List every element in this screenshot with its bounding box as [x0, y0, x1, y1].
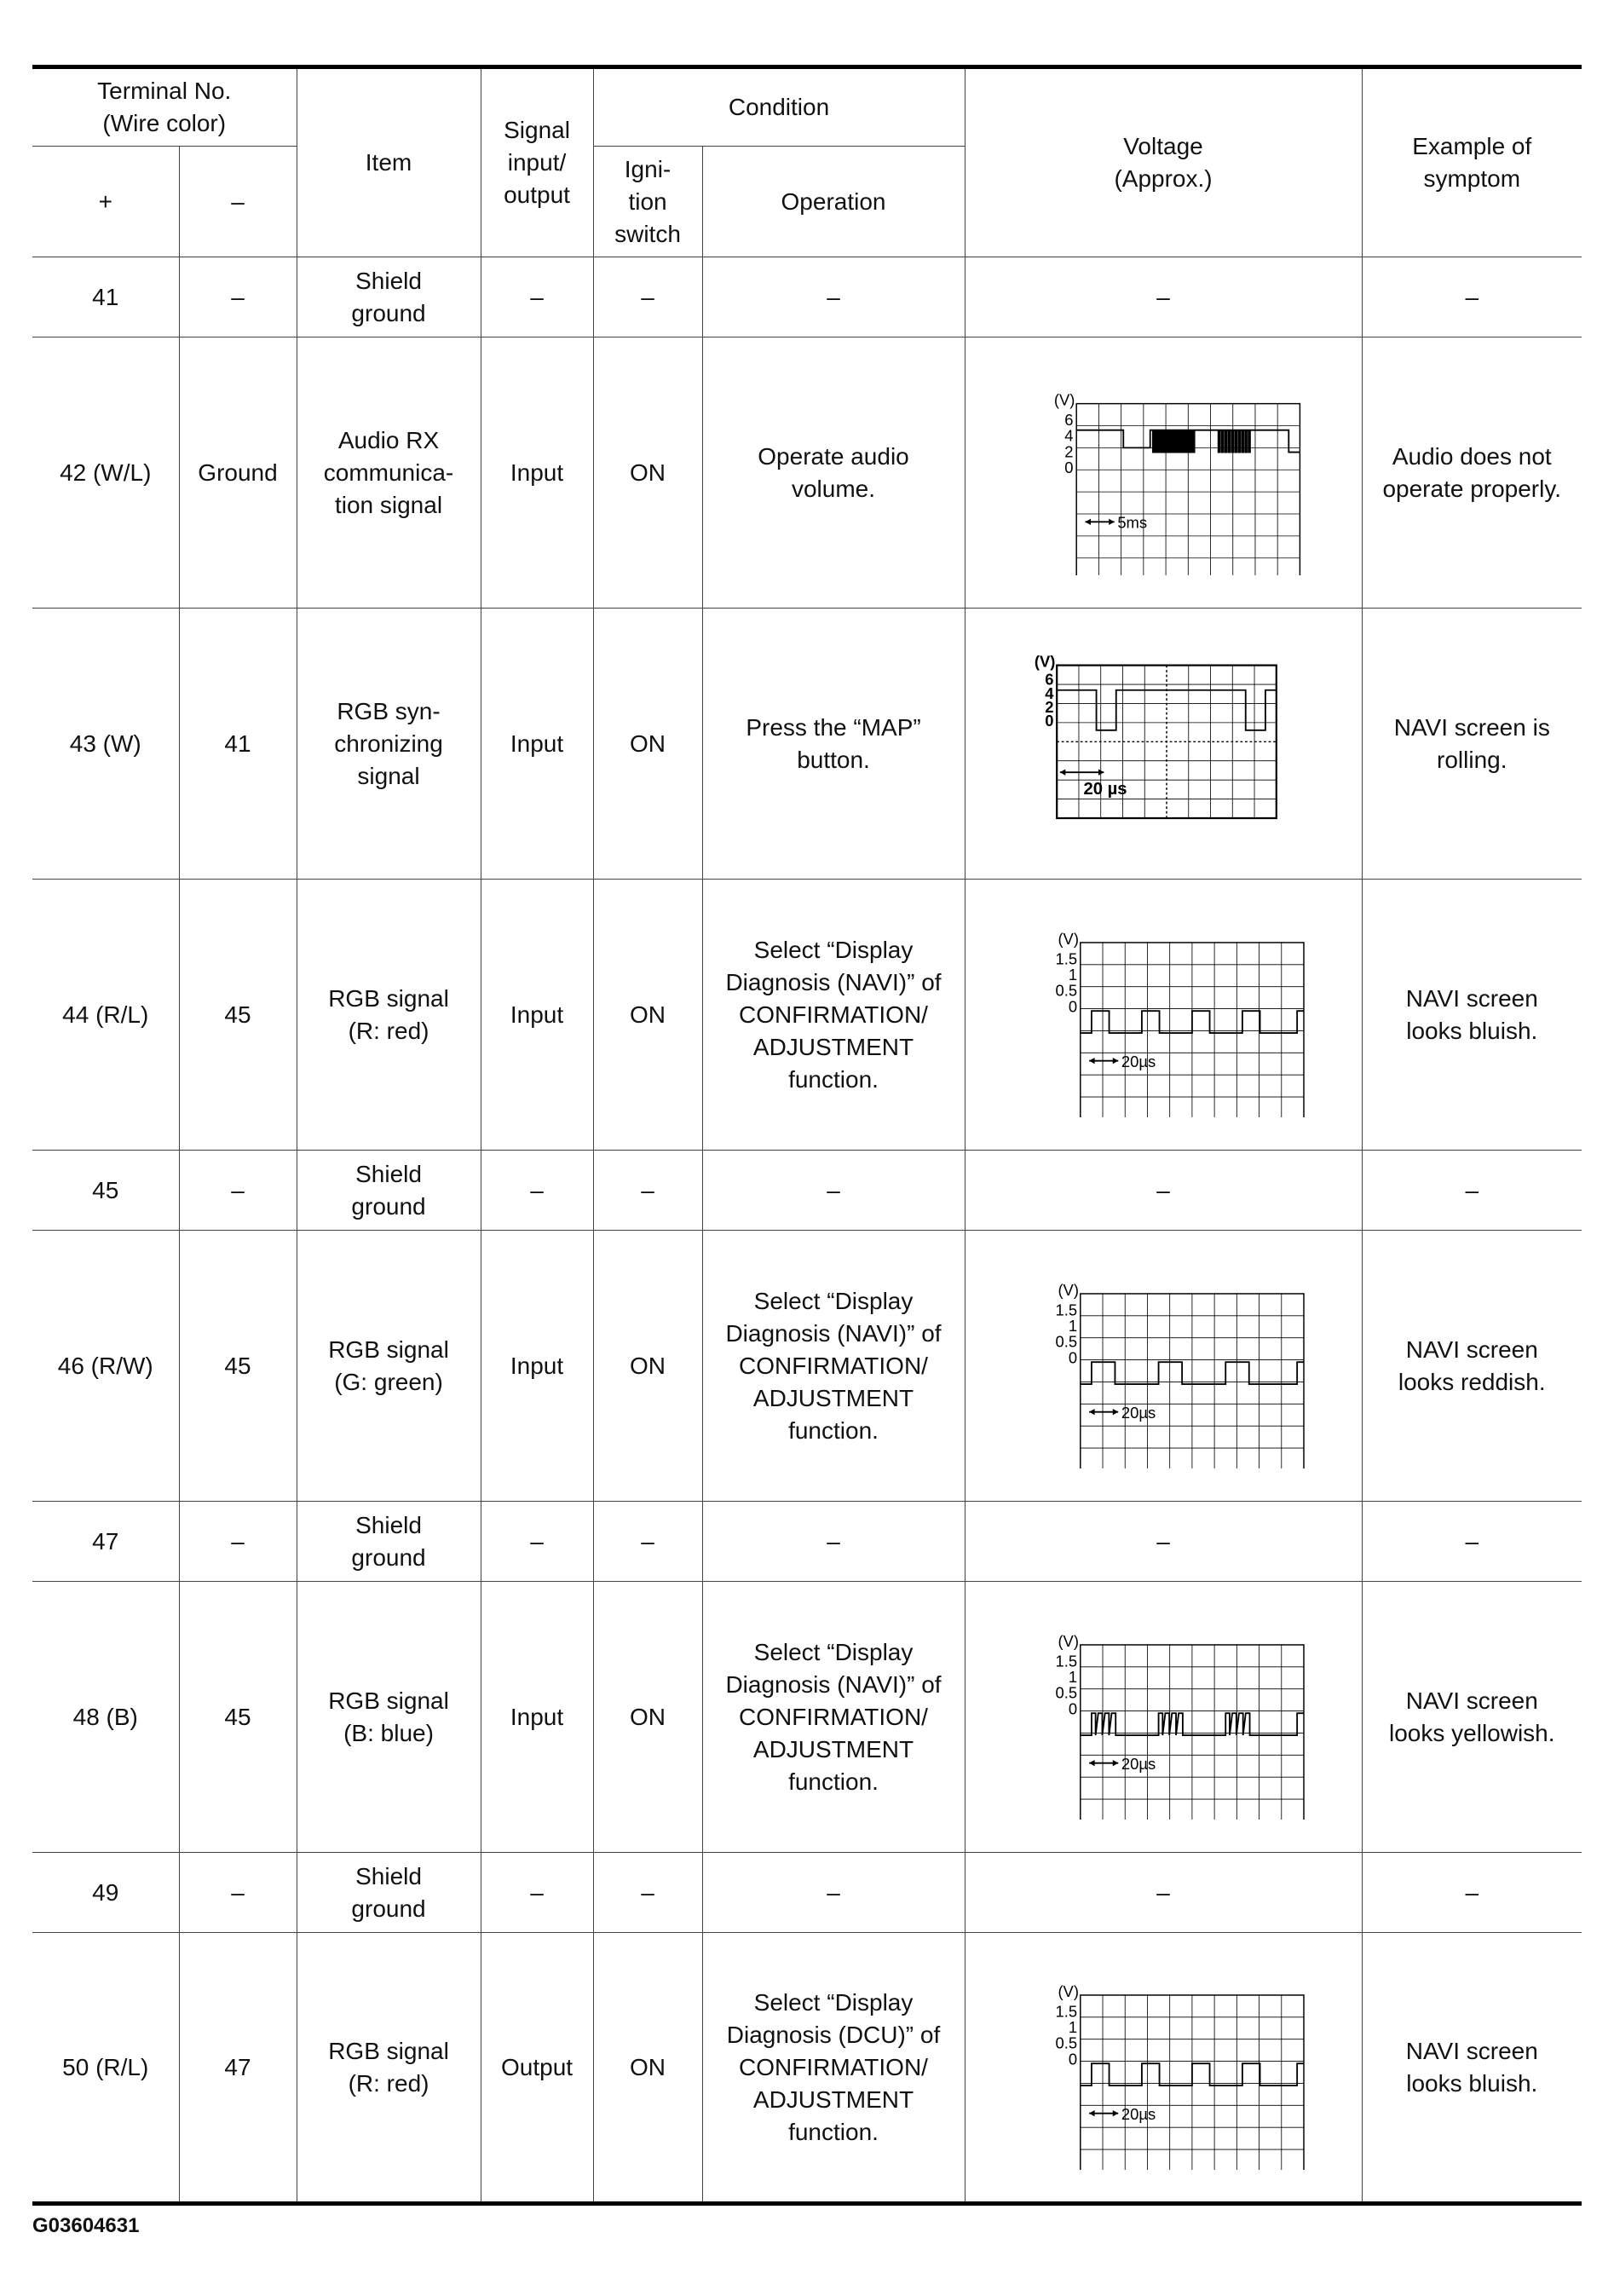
cell-terminal-minus-text: – — [231, 1878, 245, 1906]
scope-trace — [1076, 430, 1300, 452]
cell-ignition-switch-text: ON — [630, 1001, 666, 1028]
scope-time-scale: 20µs — [1121, 1052, 1156, 1070]
cell-symptom — [1362, 1231, 1582, 1502]
cell-operation-text: Select “Display Diagnosis (NAVI)” of CONFIRMATION/ ADJUSTMENT function. — [725, 1287, 942, 1444]
cell-ignition-switch-text: – — [641, 1527, 654, 1555]
cell-ignition-switch — [593, 257, 702, 337]
cell-terminal-plus — [32, 880, 179, 1151]
table-row — [32, 257, 1582, 337]
cell-terminal-minus — [179, 1151, 297, 1231]
cell-ignition-switch — [593, 1582, 702, 1853]
cell-symptom-text: NAVI screen looks yellowish. — [1389, 1687, 1555, 1746]
scope-y-tick: 0.5 — [1055, 2034, 1078, 2052]
cell-symptom — [1362, 1933, 1582, 2204]
cell-signal-io-text: Input — [510, 459, 564, 486]
cell-terminal-minus-text: 45 — [224, 1703, 251, 1730]
cell-terminal-plus — [32, 257, 179, 337]
scope-y-tick: 6 — [1045, 670, 1054, 689]
cell-symptom — [1362, 1582, 1582, 1853]
cell-symptom-text: Audio does not operate properly. — [1382, 442, 1562, 502]
scope-scale-arrow — [1113, 1057, 1118, 1063]
cell-voltage — [965, 1853, 1362, 1933]
cell-ignition-switch-text: – — [641, 283, 654, 310]
cell-symptom-text: – — [1465, 1878, 1479, 1906]
cell-signal-io-text: Input — [510, 730, 564, 757]
oscilloscope-waveform — [1010, 913, 1317, 1117]
cell-ignition-switch — [593, 609, 702, 880]
header-operation: Operation — [702, 147, 965, 257]
cell-signal-io — [481, 609, 593, 880]
cell-signal-io-text: Input — [510, 1703, 564, 1730]
cell-signal-io — [481, 337, 593, 609]
scope-y-tick: 0 — [1068, 996, 1078, 1015]
cell-ignition-switch — [593, 337, 702, 609]
cell-symptom-text: NAVI screen looks reddish. — [1398, 1335, 1546, 1395]
cell-item-text: RGB syn- chronizing signal — [334, 697, 443, 789]
table-row — [32, 1853, 1582, 1933]
cell-ignition-switch-text: – — [641, 1176, 654, 1203]
cell-item — [297, 257, 481, 337]
cell-terminal-minus — [179, 1582, 297, 1853]
scope-time-scale: 20µs — [1121, 2104, 1156, 2123]
table-row — [32, 1502, 1582, 1582]
cell-symptom-text: NAVI screen looks bluish. — [1405, 984, 1538, 1044]
cell-item — [297, 1582, 481, 1853]
cell-ignition-switch-text: ON — [630, 459, 666, 486]
cell-terminal-plus-text: 41 — [92, 283, 119, 310]
table-row — [32, 1231, 1582, 1502]
scope-y-tick: 1 — [1068, 1667, 1078, 1686]
terminal-spec-table — [32, 65, 1582, 2206]
cell-item-text: RGB signal (B: blue) — [328, 1687, 449, 1746]
scope-y-tick: 1.5 — [1055, 949, 1078, 967]
header-voltage: Voltage (Approx.) — [965, 67, 1362, 257]
cell-voltage-text: – — [1156, 1176, 1170, 1203]
oscilloscope-waveform — [1010, 1965, 1317, 2170]
cell-terminal-plus-text: 42 (W/L) — [60, 459, 152, 486]
cell-signal-io-text: – — [530, 1527, 544, 1555]
scope-y-tick: 2 — [1064, 441, 1074, 460]
cell-item-text: RGB signal (R: red) — [328, 2037, 449, 2097]
cell-symptom — [1362, 880, 1582, 1151]
cell-operation — [702, 1502, 965, 1582]
scope-y-tick: 0 — [1064, 458, 1074, 476]
cell-operation — [702, 1582, 965, 1853]
cell-item-text: Shield ground — [351, 1862, 426, 1922]
header-minus: – — [179, 147, 297, 257]
scope-scale-arrow — [1086, 518, 1091, 524]
cell-item — [297, 1853, 481, 1933]
cell-terminal-minus — [179, 1933, 297, 2204]
header-signal: Signal input/ output — [481, 67, 593, 257]
cell-terminal-plus-text: 43 (W) — [69, 730, 141, 757]
cell-voltage — [965, 1933, 1362, 2204]
cell-ignition-switch-text: ON — [630, 1352, 666, 1379]
cell-item — [297, 880, 481, 1151]
scope-scale-arrow — [1109, 518, 1114, 524]
cell-item — [297, 1502, 481, 1582]
cell-terminal-minus — [179, 257, 297, 337]
scope-scale-arrow — [1089, 1057, 1094, 1063]
cell-operation-text: – — [827, 1527, 840, 1555]
cell-symptom — [1362, 609, 1582, 880]
cell-operation-text: Select “Display Diagnosis (DCU)” of CONFIRMATION/ ADJUSTMENT function. — [726, 1988, 941, 2145]
cell-terminal-minus-text: 45 — [224, 1352, 251, 1379]
cell-terminal-minus-text: – — [231, 1527, 245, 1555]
cell-terminal-minus — [179, 1231, 297, 1502]
cell-ignition-switch — [593, 1853, 702, 1933]
scope-time-scale: 5ms — [1117, 513, 1148, 532]
cell-item-text: RGB signal (R: red) — [328, 984, 449, 1044]
scope-trace — [1081, 1011, 1304, 1033]
cell-terminal-minus-text: Ground — [198, 459, 278, 486]
cell-operation-text: Operate audio volume. — [758, 442, 909, 502]
scope-scale-arrow — [1113, 1759, 1118, 1765]
scope-y-tick: 6 — [1064, 410, 1074, 429]
scope-scale-arrow — [1113, 1408, 1118, 1414]
oscilloscope-waveform — [1010, 1264, 1317, 1468]
scope-y-tick: 0 — [1068, 1347, 1078, 1366]
table-row — [32, 337, 1582, 609]
cell-symptom — [1362, 1502, 1582, 1582]
header-ignition: Igni- tion switch — [593, 147, 702, 257]
scope-trace — [1081, 2063, 1304, 2085]
cell-item-text: RGB signal (G: green) — [328, 1335, 449, 1395]
cell-ignition-switch — [593, 880, 702, 1151]
cell-signal-io-text: – — [530, 1878, 544, 1906]
cell-terminal-plus-text: 47 — [92, 1527, 119, 1555]
cell-terminal-minus-text: 47 — [224, 2053, 251, 2080]
cell-signal-io — [481, 1853, 593, 1933]
oscilloscope-waveform — [1010, 1615, 1317, 1820]
cell-signal-io — [481, 1151, 593, 1231]
cell-item — [297, 1231, 481, 1502]
scope-time-scale: 20µs — [1121, 1754, 1156, 1773]
cell-item — [297, 1933, 481, 2204]
cell-terminal-minus — [179, 337, 297, 609]
cell-signal-io — [481, 1231, 593, 1502]
cell-operation — [702, 1853, 965, 1933]
cell-operation-text: – — [827, 283, 840, 310]
cell-operation — [702, 257, 965, 337]
cell-item-text: Shield ground — [351, 1160, 426, 1220]
cell-voltage-text: – — [1156, 1527, 1170, 1555]
cell-ignition-switch — [593, 1933, 702, 2204]
cell-operation — [702, 337, 965, 609]
cell-operation — [702, 1933, 965, 2204]
cell-operation-text: – — [827, 1176, 840, 1203]
scope-time-scale: 20µs — [1121, 1403, 1156, 1422]
cell-signal-io-text: – — [530, 283, 544, 310]
scope-y-tick: 1 — [1068, 965, 1078, 984]
cell-operation — [702, 880, 965, 1151]
scope-y-tick: 2 — [1045, 697, 1054, 716]
cell-terminal-minus — [179, 1502, 297, 1582]
cell-operation-text: Select “Display Diagnosis (NAVI)” of CONFIRMATION/ ADJUSTMENT function. — [725, 936, 942, 1093]
cell-terminal-plus — [32, 1231, 179, 1502]
cell-ignition-switch — [593, 1151, 702, 1231]
scope-trace — [1057, 689, 1277, 730]
cell-symptom — [1362, 1151, 1582, 1231]
header-terminal: Terminal No. (Wire color) — [32, 67, 297, 147]
cell-voltage-text: – — [1156, 1878, 1170, 1906]
scope-y-unit: (V) — [1053, 389, 1075, 408]
scope-y-unit: (V) — [1058, 1280, 1079, 1299]
cell-signal-io — [481, 1933, 593, 2204]
cell-symptom-text: NAVI screen looks bluish. — [1405, 2037, 1538, 2097]
figure-code: G03604631 — [32, 2214, 140, 2237]
cell-terminal-plus — [32, 337, 179, 609]
scope-scale-arrow — [1060, 769, 1065, 775]
scope-y-tick: 0.5 — [1055, 981, 1078, 1000]
cell-symptom — [1362, 257, 1582, 337]
oscilloscope-waveform — [1010, 371, 1317, 575]
cell-signal-io — [481, 1582, 593, 1853]
scope-scale-arrow — [1113, 2109, 1118, 2115]
scope-y-tick: 0.5 — [1055, 1332, 1078, 1351]
table-row — [32, 1933, 1582, 2204]
cell-signal-io-text: Input — [510, 1352, 564, 1379]
scope-y-unit: (V) — [1058, 1982, 1079, 2000]
cell-signal-io — [481, 257, 593, 337]
scope-y-tick: 1.5 — [1055, 1651, 1078, 1670]
cell-symptom-text: – — [1465, 1176, 1479, 1203]
cell-operation — [702, 1231, 965, 1502]
scope-scale-arrow — [1098, 769, 1104, 775]
cell-voltage — [965, 1582, 1362, 1853]
scope-y-tick: 0.5 — [1055, 1683, 1078, 1702]
cell-operation-text: Press the “MAP” button. — [746, 713, 921, 773]
cell-terminal-plus-text: 45 — [92, 1176, 119, 1203]
cell-terminal-plus-text: 48 (B) — [72, 1703, 138, 1730]
table-row — [32, 1582, 1582, 1853]
cell-signal-io — [481, 880, 593, 1151]
table-row — [32, 880, 1582, 1151]
cell-terminal-minus-text: – — [231, 1176, 245, 1203]
cell-terminal-minus-text: 41 — [224, 730, 251, 757]
cell-symptom-text: NAVI screen is rolling. — [1393, 713, 1550, 773]
cell-signal-io — [481, 1502, 593, 1582]
scope-y-tick: 4 — [1064, 426, 1074, 445]
cell-voltage — [965, 1151, 1362, 1231]
cell-signal-io-text: Output — [500, 2053, 574, 2080]
scope-y-tick: 1 — [1068, 2017, 1078, 2036]
cell-signal-io-text: – — [530, 1176, 544, 1203]
cell-terminal-plus-text: 50 (R/L) — [62, 2053, 149, 2080]
scope-y-tick: 1.5 — [1055, 1300, 1078, 1318]
cell-terminal-plus — [32, 1582, 179, 1853]
cell-ignition-switch-text: ON — [630, 2053, 666, 2080]
header-item: Item — [297, 67, 481, 257]
scope-scale-arrow — [1089, 2109, 1094, 2115]
cell-terminal-minus-text: – — [231, 283, 245, 310]
scope-y-unit: (V) — [1058, 1631, 1079, 1650]
scope-y-tick: 0 — [1068, 2049, 1078, 2068]
cell-voltage — [965, 337, 1362, 609]
cell-voltage — [965, 257, 1362, 337]
cell-ignition-switch-text: ON — [630, 1703, 666, 1730]
cell-operation — [702, 1151, 965, 1231]
cell-voltage — [965, 880, 1362, 1151]
table-row — [32, 1151, 1582, 1231]
header-condition: Condition — [593, 67, 965, 147]
cell-symptom-text: – — [1465, 1527, 1479, 1555]
cell-terminal-plus — [32, 1933, 179, 2204]
cell-terminal-plus-text: 46 (R/W) — [57, 1352, 153, 1379]
cell-terminal-plus — [32, 1853, 179, 1933]
scope-scale-arrow — [1089, 1408, 1094, 1414]
scope-y-tick: 4 — [1045, 684, 1054, 702]
cell-terminal-plus — [32, 1502, 179, 1582]
cell-terminal-plus — [32, 1151, 179, 1231]
scope-y-tick: 0 — [1068, 1699, 1078, 1717]
cell-terminal-minus-text: 45 — [224, 1001, 251, 1028]
scope-y-unit: (V) — [1034, 651, 1056, 670]
cell-symptom — [1362, 1853, 1582, 1933]
cell-item-text: Shield ground — [351, 267, 426, 326]
scope-scale-arrow — [1089, 1759, 1094, 1765]
table-body — [32, 257, 1582, 2204]
cell-voltage — [965, 609, 1362, 880]
scope-y-tick: 1 — [1068, 1316, 1078, 1335]
header-symptom: Example of symptom — [1362, 67, 1582, 257]
cell-terminal-minus — [179, 609, 297, 880]
oscilloscope-waveform — [1010, 642, 1317, 846]
cell-terminal-plus-text: 49 — [92, 1878, 119, 1906]
cell-voltage-text: – — [1156, 283, 1170, 310]
cell-symptom — [1362, 337, 1582, 609]
cell-terminal-minus — [179, 880, 297, 1151]
cell-item-text: Shield ground — [351, 1511, 426, 1571]
header-plus: + — [32, 147, 179, 257]
cell-item-text: Audio RX communica- tion signal — [323, 426, 454, 518]
scope-y-tick: 1.5 — [1055, 2001, 1078, 2020]
cell-item — [297, 1151, 481, 1231]
cell-terminal-plus-text: 44 (R/L) — [62, 1001, 149, 1028]
cell-item — [297, 609, 481, 880]
cell-voltage — [965, 1502, 1362, 1582]
cell-operation-text: – — [827, 1878, 840, 1906]
cell-operation-text: Select “Display Diagnosis (NAVI)” of CONFIRMATION/ ADJUSTMENT function. — [725, 1638, 942, 1795]
cell-terminal-minus — [179, 1853, 297, 1933]
cell-ignition-switch — [593, 1231, 702, 1502]
cell-voltage — [965, 1231, 1362, 1502]
cell-operation — [702, 609, 965, 880]
scope-y-tick: 0 — [1045, 711, 1054, 730]
cell-ignition-switch — [593, 1502, 702, 1582]
scope-y-unit: (V) — [1058, 929, 1079, 948]
cell-ignition-switch-text: – — [641, 1878, 654, 1906]
table-row — [32, 609, 1582, 880]
cell-terminal-plus — [32, 609, 179, 880]
cell-signal-io-text: Input — [510, 1001, 564, 1028]
cell-symptom-text: – — [1465, 283, 1479, 310]
cell-ignition-switch-text: ON — [630, 730, 666, 757]
cell-item — [297, 337, 481, 609]
scope-time-scale: 20 µs — [1083, 779, 1127, 799]
